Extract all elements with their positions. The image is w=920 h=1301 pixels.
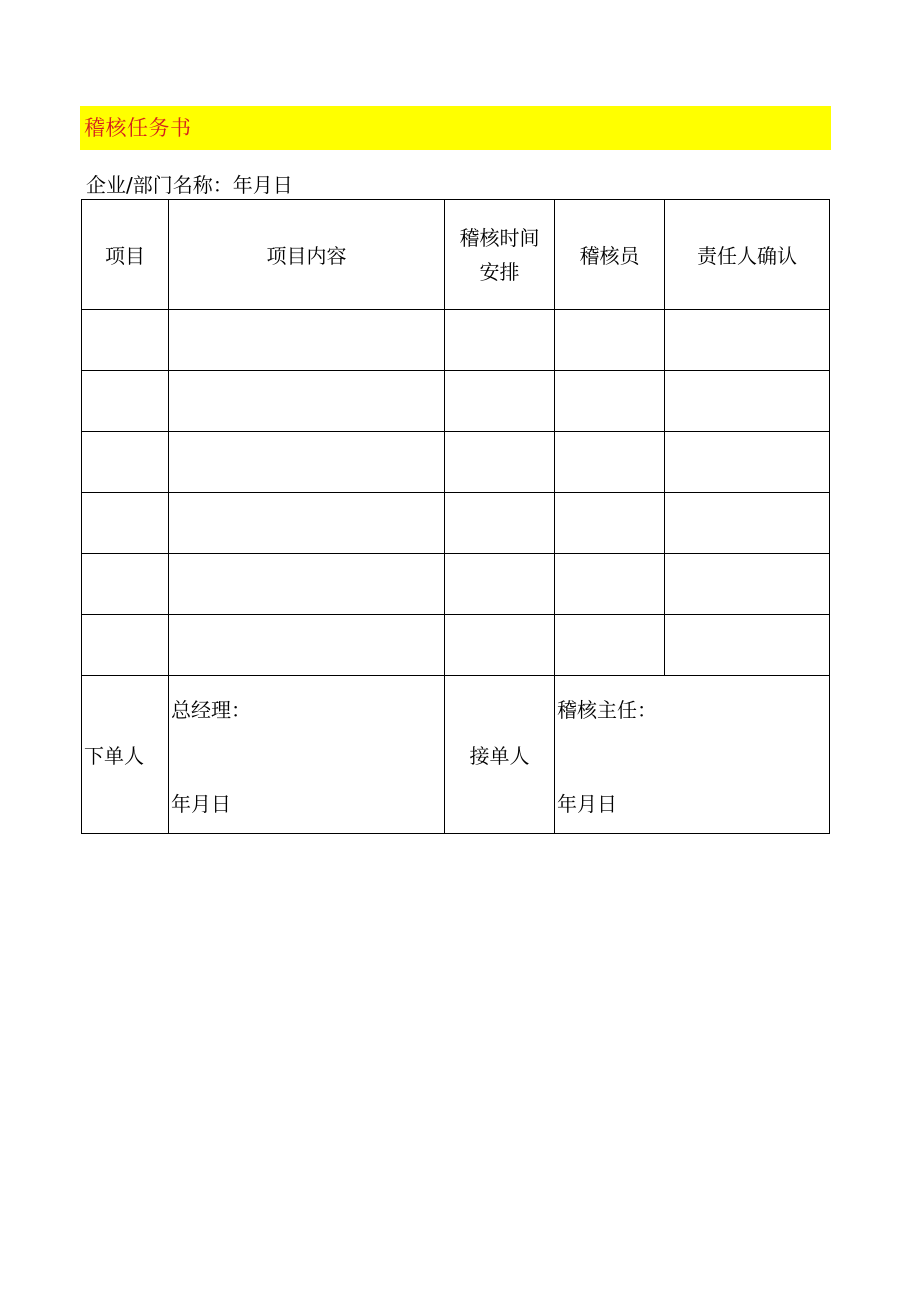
table-header-row <box>82 200 830 310</box>
schedule-cell[interactable] <box>445 615 555 676</box>
item-cell[interactable] <box>82 615 169 676</box>
content-cell[interactable] <box>169 371 445 432</box>
department-date-line: 企业/部门名称：年月日 <box>86 173 293 197</box>
auditor-cell[interactable] <box>555 310 665 371</box>
header-content: 项目内容 <box>169 200 445 310</box>
auditor-cell[interactable] <box>555 493 665 554</box>
gm-signature-cell[interactable] <box>169 676 445 834</box>
gm-label: 总经理： <box>171 698 251 722</box>
header-confirm: 责任人确认 <box>665 200 830 310</box>
table-row <box>82 554 830 615</box>
content-cell[interactable] <box>169 493 445 554</box>
confirm-cell[interactable] <box>665 371 830 432</box>
schedule-cell[interactable] <box>445 432 555 493</box>
table-row <box>82 432 830 493</box>
title-banner <box>80 106 831 150</box>
content-cell[interactable] <box>169 615 445 676</box>
schedule-cell[interactable] <box>445 371 555 432</box>
receiver-label: 接单人 <box>445 676 555 834</box>
schedule-cell[interactable] <box>445 493 555 554</box>
audit-task-table <box>81 199 830 834</box>
table-row <box>82 371 830 432</box>
header-schedule <box>445 200 555 310</box>
auditor-cell[interactable] <box>555 432 665 493</box>
signature-row <box>82 676 830 834</box>
table-row <box>82 615 830 676</box>
item-cell[interactable] <box>82 432 169 493</box>
auditor-cell[interactable] <box>555 615 665 676</box>
content-cell[interactable] <box>169 554 445 615</box>
confirm-cell[interactable] <box>665 615 830 676</box>
confirm-cell[interactable] <box>665 554 830 615</box>
confirm-cell[interactable] <box>665 310 830 371</box>
header-schedule-line1: 稽核时间 <box>459 225 540 250</box>
item-cell[interactable] <box>82 493 169 554</box>
schedule-cell[interactable] <box>445 554 555 615</box>
director-signature-cell[interactable] <box>555 676 830 834</box>
header-item: 项目 <box>82 200 169 310</box>
auditor-cell[interactable] <box>555 371 665 432</box>
table-row <box>82 310 830 371</box>
content-cell[interactable] <box>169 310 445 371</box>
director-label: 稽核主任： <box>557 698 657 722</box>
confirm-cell[interactable] <box>665 432 830 493</box>
auditor-cell[interactable] <box>555 554 665 615</box>
header-schedule-line2: 安排 <box>479 259 520 284</box>
content-cell[interactable] <box>169 432 445 493</box>
table-row <box>82 493 830 554</box>
item-cell[interactable] <box>82 371 169 432</box>
director-date: 年月日 <box>557 792 617 816</box>
gm-date: 年月日 <box>171 792 231 816</box>
confirm-cell[interactable] <box>665 493 830 554</box>
document-title: 稽核任务书 <box>84 115 192 140</box>
issuer-label: 下单人 <box>82 676 169 834</box>
header-auditor: 稽核员 <box>555 200 665 310</box>
item-cell[interactable] <box>82 554 169 615</box>
schedule-cell[interactable] <box>445 310 555 371</box>
item-cell[interactable] <box>82 310 169 371</box>
